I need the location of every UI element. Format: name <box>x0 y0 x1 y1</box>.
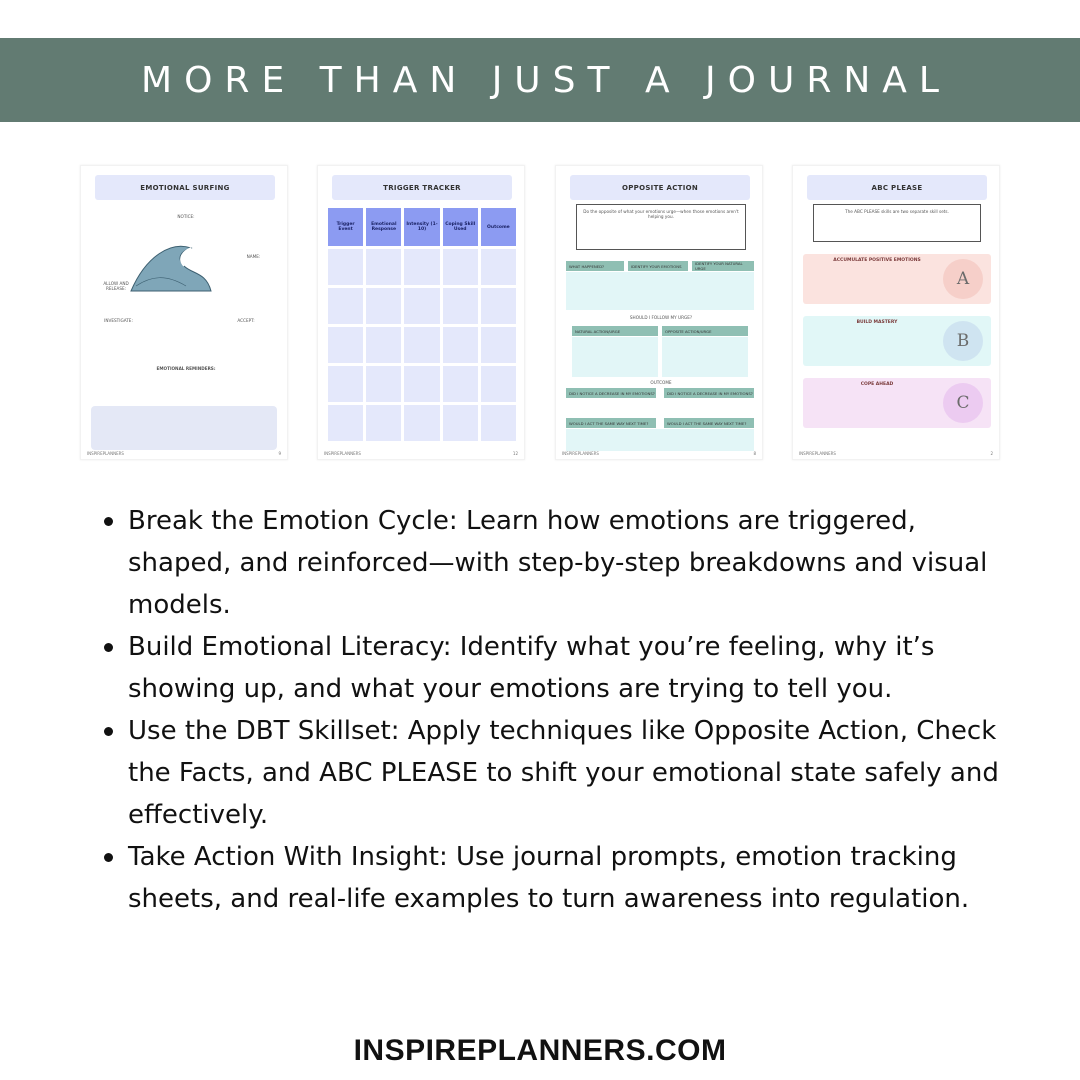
input-area <box>662 337 748 377</box>
table-cell <box>366 288 401 324</box>
section-label: WOULD I ACT THE SAME WAY NEXT TIME? <box>566 418 656 428</box>
card-heading: BUILD MASTERY <box>856 320 898 325</box>
section-label: IDENTIFY YOUR NATURAL URGE <box>692 261 754 271</box>
feature-item: Use the DBT Skillset: Apply techniques like Opposite Action, Check the Facts, and ABC PLEASE to shift your emotional state safely and effectively. <box>100 710 1020 836</box>
table-cell <box>366 327 401 363</box>
tracker-table <box>328 208 516 441</box>
section-label: WOULD I ACT THE SAME WAY NEXT TIME? <box>664 418 754 428</box>
input-area <box>572 337 658 377</box>
feature-item: Take Action With Insight: Use journal prompts, emotion tracking sheets, and real-life examples to turn awareness into regulation. <box>100 836 1020 920</box>
page-label: ACCEPT: <box>237 318 255 323</box>
card-letter: B <box>943 321 983 361</box>
table-header-cell: Intensity (1-10) <box>404 208 439 246</box>
input-area <box>566 429 754 451</box>
intro-text: The ABC PLEASE skills are two separate skill sets. <box>845 209 949 214</box>
intro-box <box>813 204 981 242</box>
page-preview-emotional-surfing <box>80 165 288 460</box>
input-area <box>566 272 754 310</box>
page-footer <box>87 451 281 456</box>
feature-item: Break the Emotion Cycle: Learn how emotions are triggered, shaped, and reinforced—with step-by-step breakdowns and visual models. <box>100 500 1020 626</box>
page-label: NAME: <box>246 254 261 259</box>
skill-card-b <box>803 316 991 366</box>
page-label: ALLOW AND RELEASE: <box>103 281 129 292</box>
table-cell <box>404 288 439 324</box>
table-cell <box>443 249 478 285</box>
table-cell <box>404 366 439 402</box>
page-footer-brand: INSPIREPLANNERS <box>324 451 361 456</box>
page-preview-trigger-tracker <box>317 165 525 460</box>
table-header-cell: Emotional Response <box>366 208 401 246</box>
intro-text: Do the opposite of what your emotions urge—when those emotions aren't helping you. <box>583 209 739 220</box>
table-cell <box>328 288 363 324</box>
skill-card-a <box>803 254 991 304</box>
page-footer <box>799 451 993 456</box>
section-label: OUTCOME <box>650 380 672 385</box>
section-label: IDENTIFY YOUR EMOTIONS <box>628 261 688 271</box>
table-cell <box>328 327 363 363</box>
table-cell <box>404 249 439 285</box>
table-cell <box>328 405 363 441</box>
wave-illustration <box>126 236 216 296</box>
page-note-box <box>91 406 277 450</box>
page-label: EMOTIONAL REMINDERS: <box>156 366 216 371</box>
section-label: NATURAL ACTION/URGE <box>572 326 658 336</box>
page-preview-strip <box>80 165 1000 460</box>
page-label: INVESTIGATE: <box>104 318 133 323</box>
table-cell <box>443 288 478 324</box>
section-label: SHOULD I FOLLOW MY URGE? <box>629 315 693 320</box>
table-cell <box>481 288 516 324</box>
header-banner <box>0 38 1080 122</box>
table-cell <box>481 405 516 441</box>
banner-title: MORE THAN JUST A JOURNAL <box>141 59 951 101</box>
section-label: OPPOSITE ACTION/URGE <box>662 326 748 336</box>
page-title: EMOTIONAL SURFING <box>95 175 275 200</box>
page-number: 12 <box>512 451 518 456</box>
page-footer-brand: INSPIREPLANNERS <box>799 451 836 456</box>
table-cell <box>443 327 478 363</box>
table-cell <box>481 366 516 402</box>
page-number: 2 <box>990 451 993 456</box>
table-header-cell: Trigger Event <box>328 208 363 246</box>
table-cell <box>404 405 439 441</box>
section-label: WHAT HAPPENED? <box>566 261 624 271</box>
page-title: OPPOSITE ACTION <box>570 175 750 200</box>
table-cell <box>404 327 439 363</box>
card-heading: COPE AHEAD <box>860 382 894 387</box>
table-cell <box>443 405 478 441</box>
page-footer-brand: INSPIREPLANNERS <box>562 451 599 456</box>
page-label: NOTICE: <box>177 214 195 219</box>
card-heading: ACCUMULATE POSITIVE EMOTIONS <box>833 258 921 263</box>
page-title: TRIGGER TRACKER <box>332 175 512 200</box>
page-footer-brand: INSPIREPLANNERS <box>87 451 124 456</box>
section-label: DID I NOTICE A DECREASE IN MY EMOTIONS? <box>664 388 754 398</box>
table-header-cell: Coping Skill Used <box>443 208 478 246</box>
table-cell <box>481 249 516 285</box>
page-number: 9 <box>278 451 281 456</box>
section-label: DID I NOTICE A DECREASE IN MY EMOTIONS? <box>566 388 656 398</box>
page-preview-abc-please <box>792 165 1000 460</box>
page-title: ABC PLEASE <box>807 175 987 200</box>
card-letter: A <box>943 259 983 299</box>
table-cell <box>328 249 363 285</box>
feature-list <box>100 500 1020 920</box>
table-cell <box>481 327 516 363</box>
page-footer <box>324 451 518 456</box>
table-cell <box>366 405 401 441</box>
card-letter: C <box>943 383 983 423</box>
table-cell <box>366 366 401 402</box>
skill-card-c <box>803 378 991 428</box>
page-number: 8 <box>753 451 756 456</box>
table-header-cell: Outcome <box>481 208 516 246</box>
feature-item: Build Emotional Literacy: Identify what you’re feeling, why it’s showing up, and what your emotions are trying to tell you. <box>100 626 1020 710</box>
website-url: INSPIREPLANNERS.COM <box>353 1034 727 1067</box>
intro-box <box>576 204 746 250</box>
table-cell <box>328 366 363 402</box>
table-cell <box>443 366 478 402</box>
page-footer <box>562 451 756 456</box>
page-preview-opposite-action <box>555 165 763 460</box>
table-cell <box>366 249 401 285</box>
